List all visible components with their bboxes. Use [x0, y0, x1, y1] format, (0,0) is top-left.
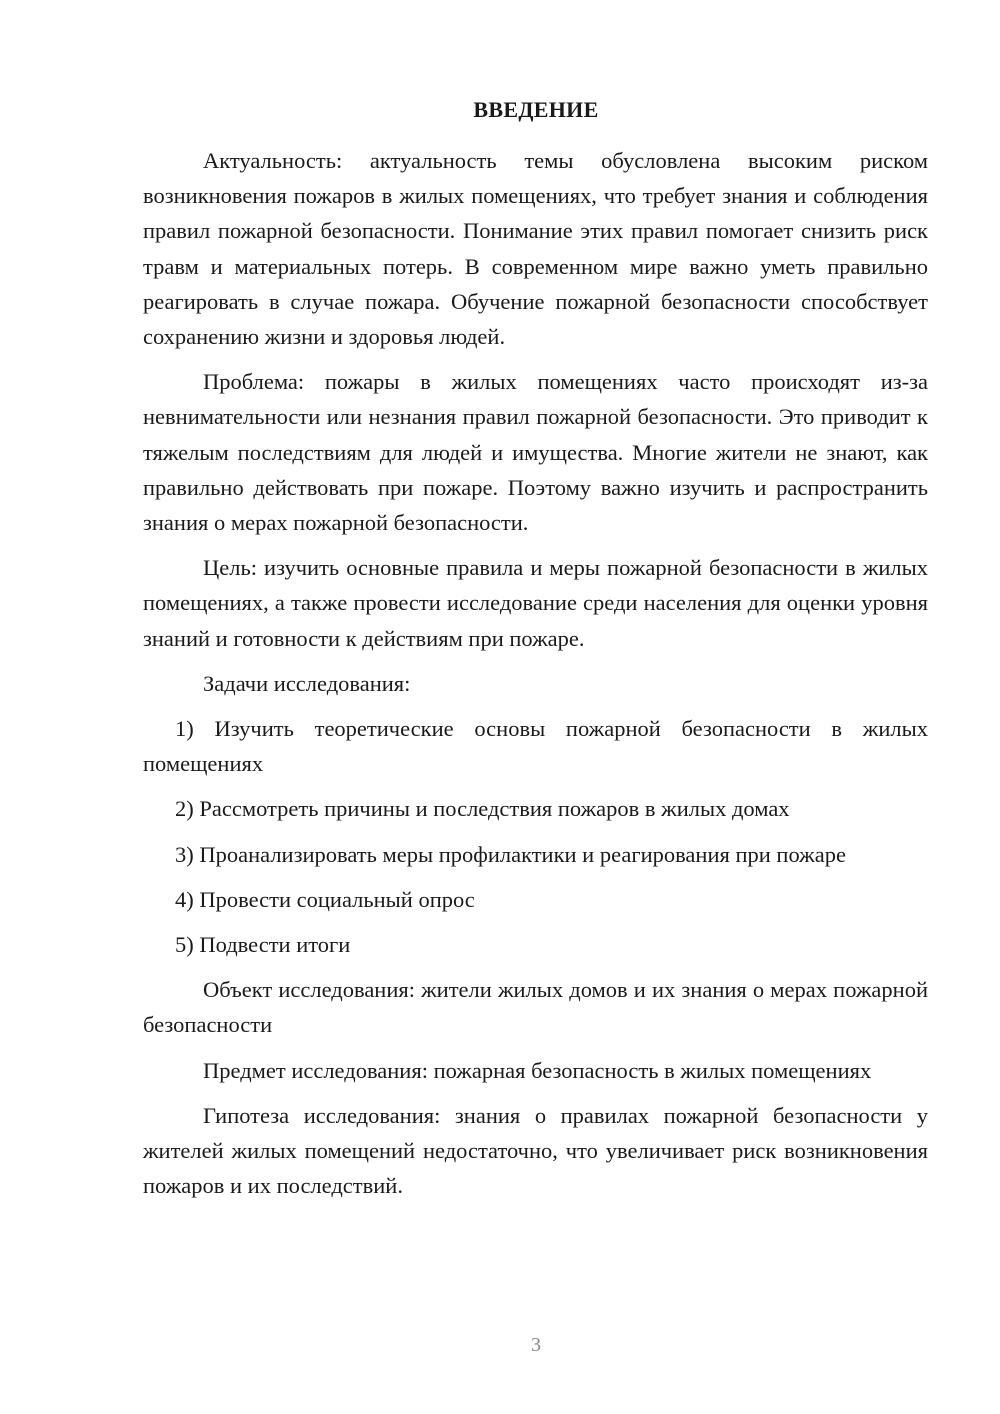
hypothesis-paragraph: Гипотеза исследования: знания о правилах пожарной безопасности у жителей жилых помещений недостаточно, что увеличивает риск возникновения пожаров и их последствий.: [143, 1102, 928, 1199]
task-item-2: 2) Рассмотреть причины и последствия пожаров в жилых домах: [175, 796, 790, 822]
problem-paragraph: Проблема: пожары в жилых помещениях часто происходят из-за невнимательности или незнания правил пожарной безопасности. Это приводит к тяжелым последствиям для людей и имущества. Многие жители не знают, как правильно действовать при пожаре. Поэтому важно изучить и распространить знания о мерах пожарной безопасности.: [143, 369, 928, 536]
relevance-paragraph: Актуальность: актуальность темы обусловлена высоким риском возникновения пожаров в жилых помещениях, что требует знания и соблюдения правил пожарной безопасности. Понимание этих правил помогает снизить риск травм и материальных потерь. В современном мире важно уметь правильно реагировать в случае пожара. Обучение пожарной безопасности способствует сохранению жизни и здоровья людей.: [143, 148, 928, 350]
page-number: 3: [531, 1334, 541, 1356]
task-item-1: 1) Изучить теоретические основы пожарной безопасности в жилых помещениях: [143, 716, 928, 777]
tasks-heading: Задачи исследования:: [203, 670, 411, 696]
task-item-3: 3) Проанализировать меры профилактики и реагирования при пожаре: [175, 841, 846, 867]
subject-paragraph: Предмет исследования: пожарная безопасность в жилых помещениях: [203, 1057, 872, 1083]
task-item-4: 4) Провести социальный опрос: [175, 886, 475, 912]
goal-paragraph: Цель: изучить основные правила и меры пожарной безопасности в жилых помещениях, а также провести исследование среди населения для оценки уровня знаний и готовности к действиям при пожаре.: [143, 555, 928, 651]
object-paragraph: Объект исследования: жители жилых домов и их знания о мерах пожарной безопасности: [143, 977, 928, 1038]
document-body: [143, 143, 928, 1213]
task-item-5: 5) Подвести итоги: [175, 932, 351, 958]
page-title: ВВЕДЕНИЕ: [473, 97, 599, 122]
